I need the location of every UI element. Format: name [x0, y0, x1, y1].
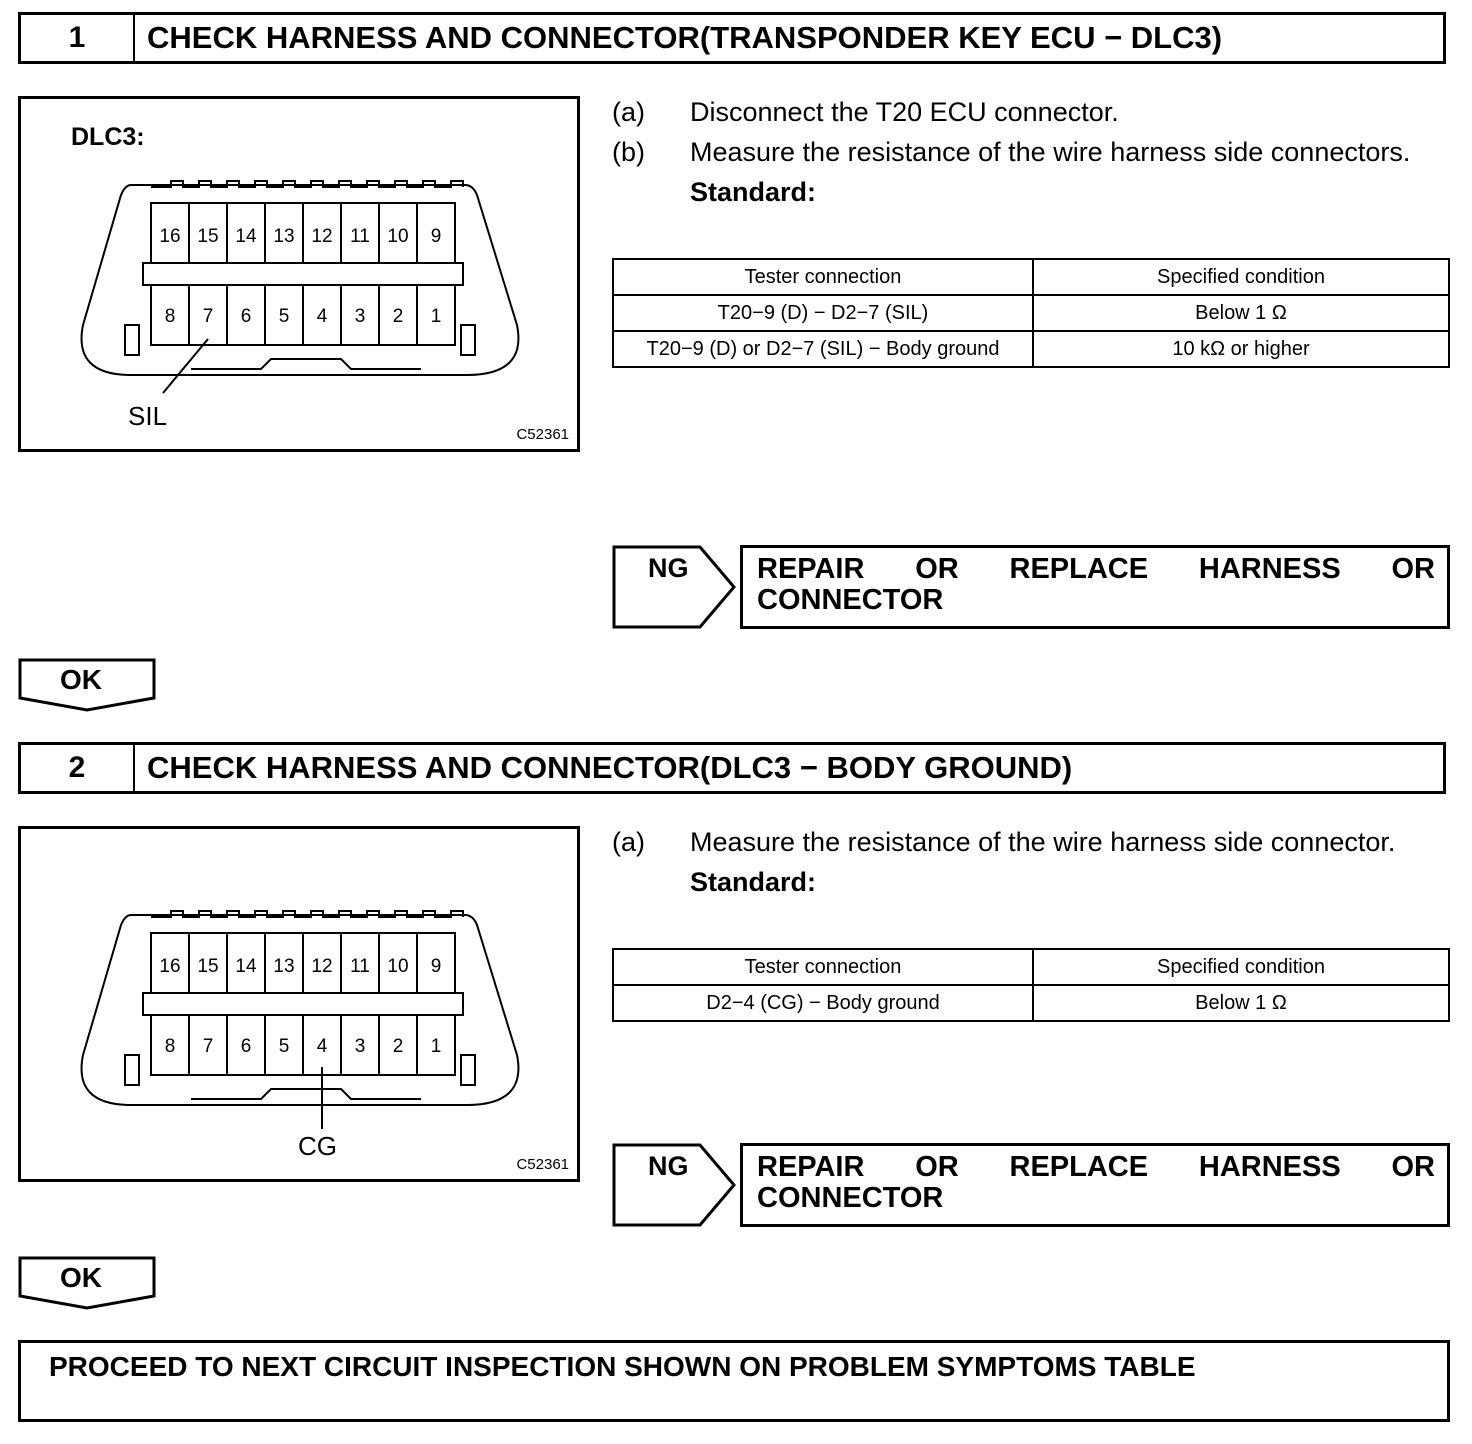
ok-label: OK: [60, 664, 102, 695]
callout-leader: [163, 339, 208, 393]
pin-label: 11: [350, 956, 370, 977]
pin-label: 4: [316, 306, 328, 327]
table-cell: D2−4 (CG) − Body ground: [613, 985, 1033, 1021]
pin-label: 10: [387, 226, 409, 247]
pin-label: 9: [430, 226, 442, 247]
dlc3-figure-cg: [18, 826, 580, 1182]
dlc3-connector-diagram: [21, 99, 577, 449]
ng-action-box: REPAIR OR REPLACE HARNESS OR CONNECTOR: [740, 1143, 1450, 1227]
pin-label: 13: [273, 226, 295, 247]
step-2-instructions: [612, 822, 1452, 902]
ok-label: OK: [60, 1262, 102, 1293]
pin-label: 12: [311, 956, 333, 977]
ok-arrow-tag: [18, 658, 156, 712]
left-latch: [125, 325, 139, 355]
dlc3-figure-sil: [18, 96, 580, 452]
ng-label: NG: [648, 553, 689, 583]
right-latch: [461, 325, 475, 355]
pin-label: 1: [430, 1036, 442, 1057]
standard-label: Standard:: [690, 177, 817, 207]
pin-label: 15: [197, 226, 219, 247]
table-cell: 10 kΩ or higher: [1033, 331, 1449, 367]
pin-label: 15: [197, 956, 219, 977]
ng-action-box: REPAIR OR REPLACE HARNESS OR CONNECTOR: [740, 545, 1450, 629]
pin-label: 6: [240, 306, 252, 327]
pin-label: 5: [278, 1036, 290, 1057]
ng-arrow-tag: [612, 545, 738, 629]
step-1-instructions: [612, 92, 1452, 212]
pin-label: 11: [350, 226, 370, 247]
final-instruction-box: PROCEED TO NEXT CIRCUIT INSPECTION SHOWN ON PROBLEM SYMPTOMS TABLE: [18, 1340, 1450, 1422]
table-header-row: [613, 259, 1449, 295]
table-header: Tester connection: [613, 259, 1033, 295]
pin-label: 7: [202, 306, 214, 327]
ok-arrow-tag: [18, 1256, 156, 1310]
pin-label: 1: [430, 306, 442, 327]
table-cell: Below 1 Ω: [1033, 295, 1449, 331]
instruction-a: [612, 92, 1452, 132]
ng-arrow-tag: [612, 1143, 738, 1227]
pin-label: 10: [387, 956, 409, 977]
pin-label: 3: [354, 306, 366, 327]
instruction-text: Disconnect the T20 ECU connector.: [690, 97, 1119, 127]
pin-label: 12: [311, 226, 333, 247]
table-cell: Below 1 Ω: [1033, 985, 1449, 1021]
pin-label: 8: [164, 306, 176, 327]
pin-label: 3: [354, 1036, 366, 1057]
table-row: [613, 295, 1449, 331]
table-header: Tester connection: [613, 949, 1033, 985]
figure-title: DLC3:: [71, 123, 145, 151]
step-number: 2: [21, 745, 135, 791]
step-title: CHECK HARNESS AND CONNECTOR(TRANSPONDER KEY ECU − DLC3): [147, 20, 1223, 55]
pin-label: 8: [164, 1036, 176, 1057]
standard-label: Standard:: [690, 867, 817, 897]
connector-outline: [82, 915, 519, 1105]
step-1-header: [18, 12, 1446, 64]
instruction-label: (b): [612, 137, 645, 167]
instruction-a: [612, 822, 1452, 862]
separator-bar: [143, 993, 463, 1015]
cg-callout-label: CG: [298, 1131, 337, 1161]
dlc3-connector-diagram: [21, 829, 577, 1179]
pin-label: 13: [273, 956, 295, 977]
pin-label: 14: [235, 226, 257, 247]
step-title: CHECK HARNESS AND CONNECTOR(DLC3 − BODY GROUND): [147, 750, 1073, 785]
table-header-row: [613, 949, 1449, 985]
instruction-b: [612, 132, 1452, 172]
pin-label: 2: [392, 1036, 404, 1057]
pin-label: 14: [235, 956, 257, 977]
ng-label: NG: [648, 1151, 689, 1181]
pin-label: 16: [159, 226, 181, 247]
instruction-text: Measure the resistance of the wire harness side connectors.: [690, 137, 1411, 167]
table-row: [613, 331, 1449, 367]
table-row: [613, 985, 1449, 1021]
pin-label: 16: [159, 956, 181, 977]
right-latch: [461, 1055, 475, 1085]
connector-outline: [82, 185, 519, 375]
sil-callout-label: SIL: [128, 401, 168, 431]
figure-code: C52361: [516, 426, 569, 443]
bottom-key: [191, 359, 421, 369]
table-cell: T20−9 (D) − D2−7 (SIL): [613, 295, 1033, 331]
instruction-text: Measure the resistance of the wire harness side connector.: [690, 827, 1396, 857]
table-cell: T20−9 (D) or D2−7 (SIL) − Body ground: [613, 331, 1033, 367]
pin-label: 7: [202, 1036, 214, 1057]
step-number: 1: [21, 15, 135, 61]
bottom-key: [191, 1089, 421, 1099]
pin-label: 6: [240, 1036, 252, 1057]
table-header: Specified condition: [1033, 259, 1449, 295]
instruction-label: (a): [612, 827, 645, 857]
table-header: Specified condition: [1033, 949, 1449, 985]
spec-table: [612, 258, 1450, 368]
separator-bar: [143, 263, 463, 285]
pin-label: 2: [392, 306, 404, 327]
pin-label: 5: [278, 306, 290, 327]
pin-label: 4: [316, 1036, 328, 1057]
step-2-header: [18, 742, 1446, 794]
spec-table: [612, 948, 1450, 1022]
pin-label: 9: [430, 956, 442, 977]
instruction-label: (a): [612, 97, 645, 127]
left-latch: [125, 1055, 139, 1085]
figure-code: C52361: [516, 1156, 569, 1173]
